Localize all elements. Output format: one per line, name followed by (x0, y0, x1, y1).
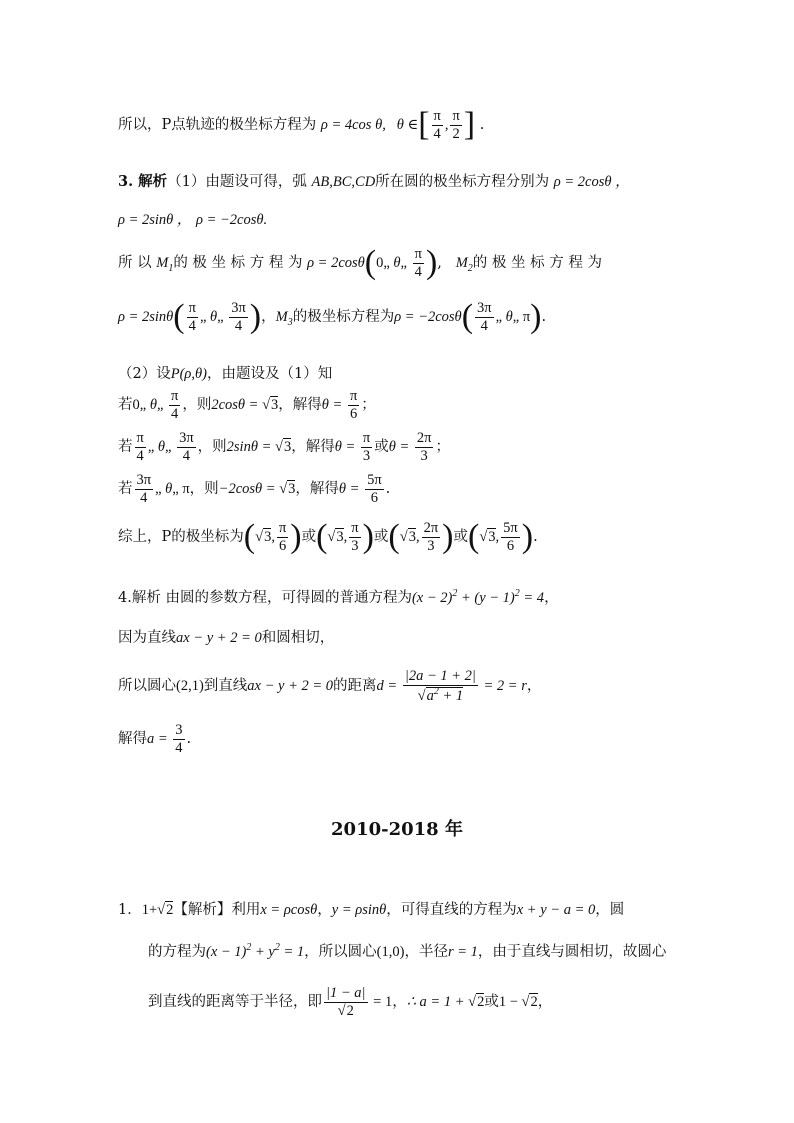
section-heading: 2010-2018 年 (331, 819, 463, 840)
section-4-line-1: 4.解析 由圆的参数方程，可得圆的普通方程为$(x - 2)^2 + (y - 1)^2 = 4$， (118, 588, 559, 606)
section-3-line-3: 所 以 $M_1$的 极 坐 标 方 程 为 ρ = 2cosθ(0„ θ„ $\frac{\pi}{4}$ ), $M_2$的 极 坐 标 方 程 为 (118, 244, 602, 282)
item-1-line-2: 的方程为$(x - 1)^2 + y^2 = 1$，所以圆心(1,0)，半径r = 1，由于直线与圆相切，故圆心 (148, 942, 667, 960)
case-3: 若 $\frac{3\pi}{4}$ „ θ„ π，则−2cosθ = √3，解得θ = $\frac{5\pi}{6}$ . (118, 472, 391, 506)
analysis-tag: 【解析】 (173, 902, 232, 918)
section-4-line-3: 所以圆心(2,1)到直线ax − y + 2 = 0的距离d = $\frac{|2a - 1 + 2|}{√a^2 + 1}$ = 2 = r， (118, 668, 542, 704)
section-3-part-2: （2）设P(ρ,θ)，由题设及（1）知 (118, 366, 333, 382)
section-4-line-4: 解得a = $\frac{3}{4}$ . (118, 722, 192, 756)
section-4-line-2: 因为直线ax − y + 2 = 0和圆相切， (118, 630, 335, 646)
item-1-line-1: 1．1+√2【解析】利用x = ρcosθ，y = ρsinθ，可得直线的方程为x + y − a = 0，圆 (118, 902, 625, 918)
case-2: 若 $\frac{\pi}{4}$ „ θ„ $\frac{3\pi}{4}$ ，则2sinθ = √3，解得θ = $\frac{\pi}{3}$ 或θ = $\frac{2\pi}{3}$ ； (118, 430, 450, 464)
item-1-line-3: 到直线的距离等于半径，即 $\frac{|1 - a|}{√2}$ = 1，∴ a = 1 + √2或1 − √2， (148, 985, 553, 1019)
summary: 综上，P的极坐标为(√3, $\frac{\pi}{6}$ )或(√3, $\frac{\pi}{3}$ )或(√3, $\frac{2\pi}{3}$ )或(√3, $\frac{5\pi}{6}$ ). (118, 518, 538, 556)
section-3-line-2: ρ = 2sinθ ， ρ = −2cosθ. (118, 212, 268, 228)
section-label: 3. 解析 (118, 173, 168, 190)
section-label: 4.解析 (118, 590, 161, 606)
section-3-line-4: ρ = 2sinθ( $\frac{\pi}{4}$ „ θ„ $\frac{3\pi}{4}$ )，$M_3$的极坐标方程为ρ = −2cosθ( $\frac{3\pi}{4}$ „ θ„ π). (118, 298, 547, 336)
section-3-line-1: 3. 解析（1）由题设可得，弧 AB,BC,CD所在圆的极坐标方程分别为 ρ = 2cosθ ， (118, 173, 630, 190)
p-trajectory-line: 所以，P点轨迹的极坐标方程为 ρ = 4cos θ, θ ∈[ $\frac{\pi}{4}$ , $\frac{\pi}{2}$ ] . (118, 106, 485, 144)
formula: ρ = 4cos θ, θ ∈ (320, 117, 419, 134)
case-1: 若0„ θ„ $\frac{\pi}{4}$ ，则2cosθ = √3，解得θ = $\frac{\pi}{6}$ ； (118, 388, 376, 422)
